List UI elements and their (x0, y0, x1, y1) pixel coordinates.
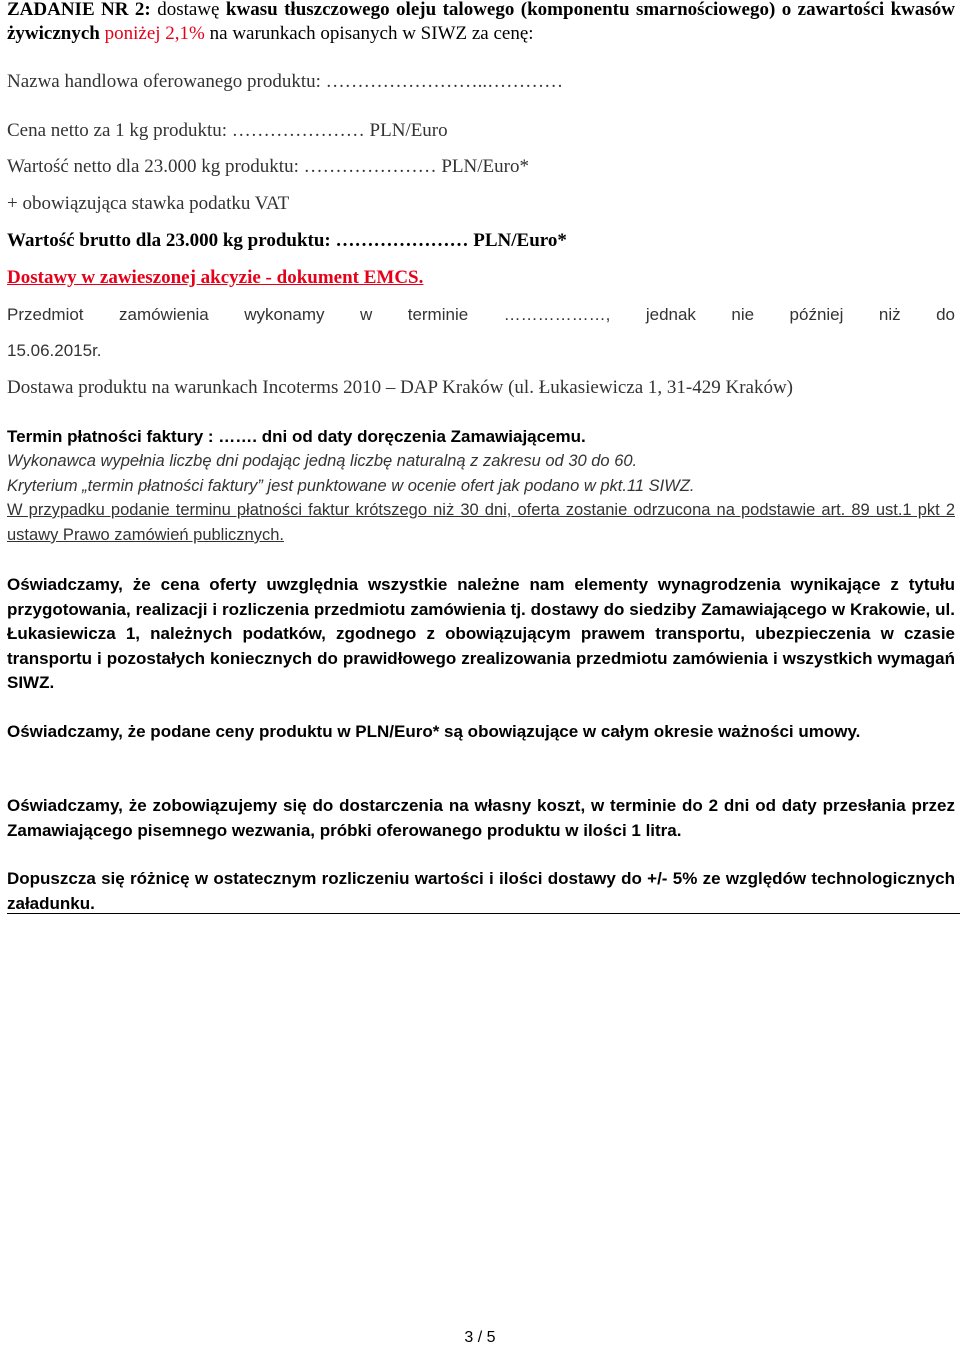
statement-pricing: Oświadczamy, że cena oferty uwzględnia wszystkie należne nam elementy wynagrodzenia wynikające z tytułu przygotowania, realizacji i rozliczenia przedmiotu zamówienia tj. dostawy do siedziby Zamawiającego w Krakowie, ul. Łukasiewicza 1, należnych podatków, zgodnego z obowiązującym prawem transportu, ubezpieczenia w czasie transportu i pozostałych koniecznych do prawidłowego zrealizowania przedmiotu zamówienia i wszystkich wymagań SIWZ. (7, 575, 955, 692)
statement-tolerance: Dopuszcza się różnicę w ostatecznym rozliczeniu wartości i ilości dostawy do +/- 5% ze względów technologicznych załadunku. (7, 869, 955, 913)
net-price-field[interactable]: Cena netto za 1 kg produktu: ………………… PLN/Euro (7, 120, 448, 141)
incoterms-line: Dostawa produktu na warunkach Incoterms 2010 – DAP Kraków (ul. Łukasiewicza 1, 31-429 Kraków) (7, 377, 794, 398)
payment-term-field[interactable]: Termin płatności faktury : ……. dni od daty doręczenia Zamawiającemu. (7, 427, 586, 446)
section-divider (7, 913, 960, 914)
task-product: kwasu tłuszczowego oleju talowego (komponentu smarnościowego) o zawartości kwasów żywicznych (7, 0, 955, 44)
vat-line: + obowiązująca stawka podatku VAT (7, 193, 290, 214)
statement-price-validity: Oświadczamy, że podane ceny produktu w PLN/Euro* są obowiązujące w całym okresie ważności umowy. (7, 722, 861, 741)
page-number: 3 / 5 (464, 1329, 496, 1346)
deadline-line-2: 15.06.2015r. (7, 341, 102, 360)
task-text-tail: na warunkach opisanych w SIWZ za cenę: (204, 23, 534, 44)
task-label: ZADANIE NR 2: (7, 0, 151, 20)
statement-sample: Oświadczamy, że zobowiązujemy się do dostarczenia na własny koszt, w terminie do 2 dni od daty przesłania przez Zamawiającego pisemnego wezwania, próbki oferowanego produktu w ilości 1 litra. (7, 796, 955, 840)
task-acid-limit: poniżej 2,1% (99, 23, 205, 44)
net-value-field[interactable]: Wartość netto dla 23.000 kg produktu: ………………… PLN/Euro* (7, 156, 529, 177)
product-name-field[interactable]: Nazwa handlowa oferowanego produktu: ……………………..………… (7, 71, 564, 92)
task-heading (7, 0, 955, 46)
payment-note-1: Wykonawca wypełnia liczbę dni podając jedną liczbę naturalną z zakresu od 30 do 60. (7, 452, 638, 470)
deadline-line-1[interactable]: Przedmiot zamówienia wykonamy w terminie ………………, jednak nie później niż do (7, 305, 955, 324)
task-text-a: dostawę (150, 0, 226, 20)
gross-value-field[interactable]: Wartość brutto dla 23.000 kg produktu: ………………… PLN/Euro* (7, 230, 567, 251)
payment-note-2: Kryterium „termin płatności faktury” jest punktowane w ocenie ofert jak podano w pkt.11 SIWZ. (7, 477, 695, 495)
excise-note: Dostawy w zawieszonej akcyzie - dokument EMCS. (7, 267, 424, 288)
document-page (7, 0, 955, 913)
payment-note-3: W przypadku podanie terminu płatności faktur krótszego niż 30 dni, oferta zostanie odrzucona na podstawie art. 89 ust.1 pkt 2 ustawy Prawo zamówień publicznych. (7, 501, 955, 544)
